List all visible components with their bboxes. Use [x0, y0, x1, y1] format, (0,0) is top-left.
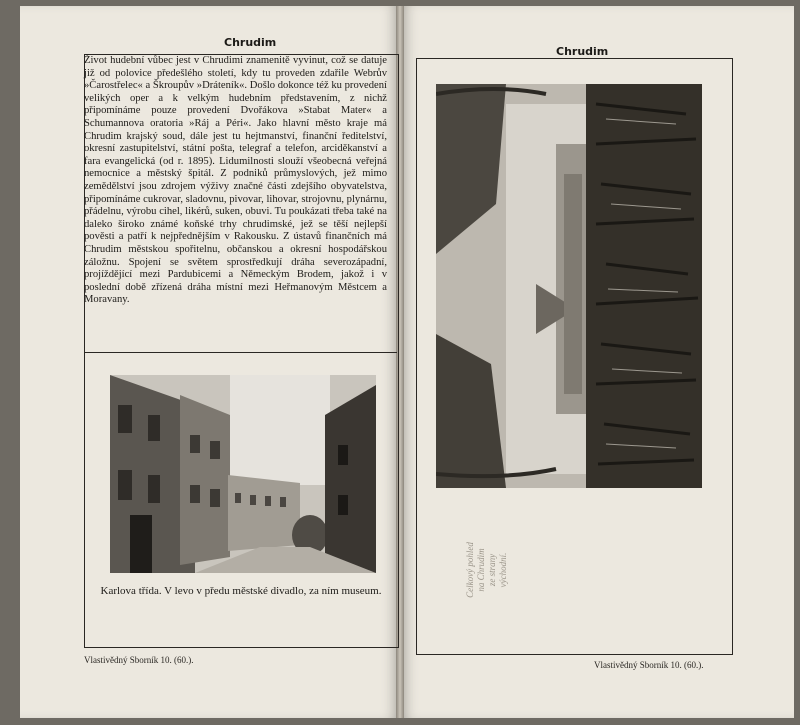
text-photo-divider — [84, 352, 397, 353]
chrudim-panorama-photo — [436, 84, 702, 488]
pencil-annotation: Celkový pohled na Chrudim ze strany východní. — [465, 542, 508, 598]
right-page-header: Chrudim — [556, 45, 609, 58]
karlova-street-photo — [110, 375, 376, 573]
right-page-footer: Vlastivědný Sborník 10. (60.). — [594, 660, 704, 670]
left-page-footer: Vlastivědný Sborník 10. (60.). — [84, 655, 194, 665]
left-page-body-text: Život hudební vůbec jest v Chrudimi znamenitě vyvinut, což se datuje již od polovice předešlého století, kdy tu proveden zdařile Webrův »Čarostřelec« a Škroupův »Dráteník«. Došlo dokonce též ku provedení velikých oper a k velkým hudebním představením, z nichž připomínáme pouze provedení Dvořákova »Stabat Mater« a Schumannova oratoria »Ráj a Péri«. Jako hlavní město kraje má Chrudim krajský soud, dále jest tu hejtmanství, finanční ředitelství, okresní zastupitelství, státní pošta, telegraf a telefon, arciděkanství a fara evangelická (od r. 1895). Lidumilnosti slouží všeobecná veřejná nemocnice a městský špitál. Z podniků průmyslových, jež mimo zemědělství jsou zdrojem výživy značné části zdejšího obyvatelstva, připomínáme cukrovar, sladovnu, pivovar, lihovar, strojovnu, plynárnu, přádelnu, výrobu cihel, likérů, suken, obuvi. Tu poukázati třeba také na daleko široko známé koňské trhy chrudimské, jež se těší nejlepší pověsti a patří k nejpřednějším v Rakousku. Z ústavů finančních má Chrudim městskou spořitelnu, občanskou a okresní hospodářskou záložnu. Spojení se světem sprostředkují dráha severozápadní, projíždějící mezi Pardubicemi a Německým Brodem, jakož i v poslední době zřízená dráha místní mezi Heřmanovým Městcem a Moravany. — [84, 55, 387, 306]
left-page-header: Chrudim — [224, 36, 277, 49]
photo-caption: Karlova třída. V levo v předu městské divadlo, za ním museum. — [100, 585, 382, 597]
